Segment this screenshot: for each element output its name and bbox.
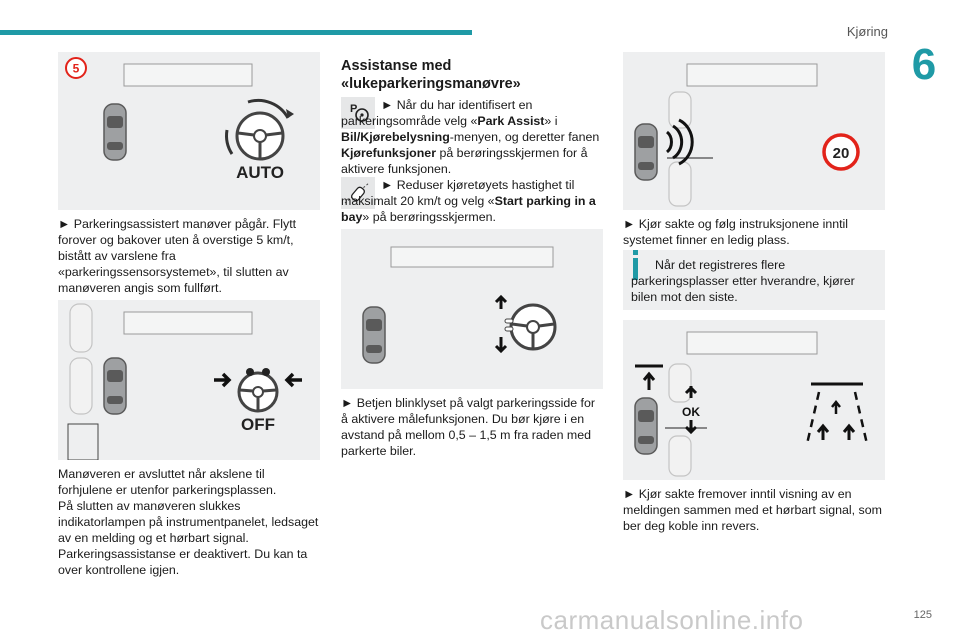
car-icon (363, 307, 385, 363)
figure-search-space (623, 52, 885, 210)
info-box (623, 250, 885, 310)
svg-text:P: P (350, 103, 358, 115)
watermark: carmanualsonline.info (540, 605, 804, 635)
top-accent-bar (0, 30, 472, 35)
paragraph-assist-in-progress: ► Parkeringsassistert manøver pågår. Flytt forover og bakover uten å overstige 5 km/t, bistått av varslene fra «parkeringssensorsystemet», til slutten av manøveren angis som fullført. (58, 217, 297, 295)
info-text: Når det registreres flere parkeringsplasser etter hverandre, kjører bilen mot den siste. (631, 258, 855, 304)
figure-blinker-activation (341, 229, 603, 389)
figure-auto-parking (58, 52, 320, 210)
info-icon (633, 250, 638, 255)
speed-limit-sign: 20 (832, 145, 850, 162)
parking-lines-icon (807, 384, 867, 444)
paragraph-drive-slowly: ► Kjør sakte og følg instruksjonene inntil systemet finner en ledig plass. (623, 217, 849, 247)
chapter-number: 6 (911, 40, 937, 89)
step-reduce-speed: ► Reduser kjøretøyets hastighet til maksimalt 20 km/t og velg «Start parking in a bay» på berøringsskjermen. (341, 178, 596, 224)
ok-label: OK (682, 405, 700, 419)
steering-wheel-icon (505, 305, 555, 349)
car-icon (104, 104, 126, 160)
steering-wheel-icon (214, 368, 302, 411)
auto-label: AUTO (236, 163, 284, 182)
figure-parking-finished (58, 300, 320, 460)
paragraph-blinker: ► Betjen blinklyset på valgt parkeringsside for å aktivere målefunksjonen. Du bør kjøre i en avstand på mellom 0,5 – 1,5 m fra raden med parkerte biler. (341, 396, 596, 458)
paragraph-drive-forward: ► Kjør sakte fremover inntil visning av en meldingen sammen med et hørbart signal, som ber deg koble inn revers. (623, 487, 882, 533)
off-label: OFF (241, 415, 275, 434)
step-select-park-assist: ► Når du har identifisert en parkeringsområde velg «Park Assist» i Bil/Kjørebelysning-menyen, og deretter fanen Kjørefunksjoner på berøringsskjermen for å aktivere funksjonen. (341, 98, 600, 176)
paragraph-maneuver-finished: Manøveren er avsluttet når akslene til forhjulene er utenfor parkeringsplassen. (58, 467, 277, 497)
section-heading: Assistanse med «lukeparkeringsmanøvre» (341, 58, 521, 92)
section-label: Kjøring (846, 24, 888, 39)
page-number: 125 (913, 609, 932, 621)
step-badge: 5 (72, 61, 80, 76)
figure-ok-space-found (623, 320, 885, 480)
car-icon (635, 124, 657, 180)
steering-wheel-icon (227, 100, 294, 159)
car-icon (635, 398, 657, 454)
car-icon (104, 358, 126, 414)
paragraph-assist-deactivated: Parkeringsassistanse er deaktivert. Du kan ta over kontrollene igjen. (58, 547, 308, 577)
paragraph-indicator-off: På slutten av manøveren slukkes indikatorlampen på instrumentpanelet, ledsaget av en melding og et hørbart signal. (58, 499, 319, 545)
